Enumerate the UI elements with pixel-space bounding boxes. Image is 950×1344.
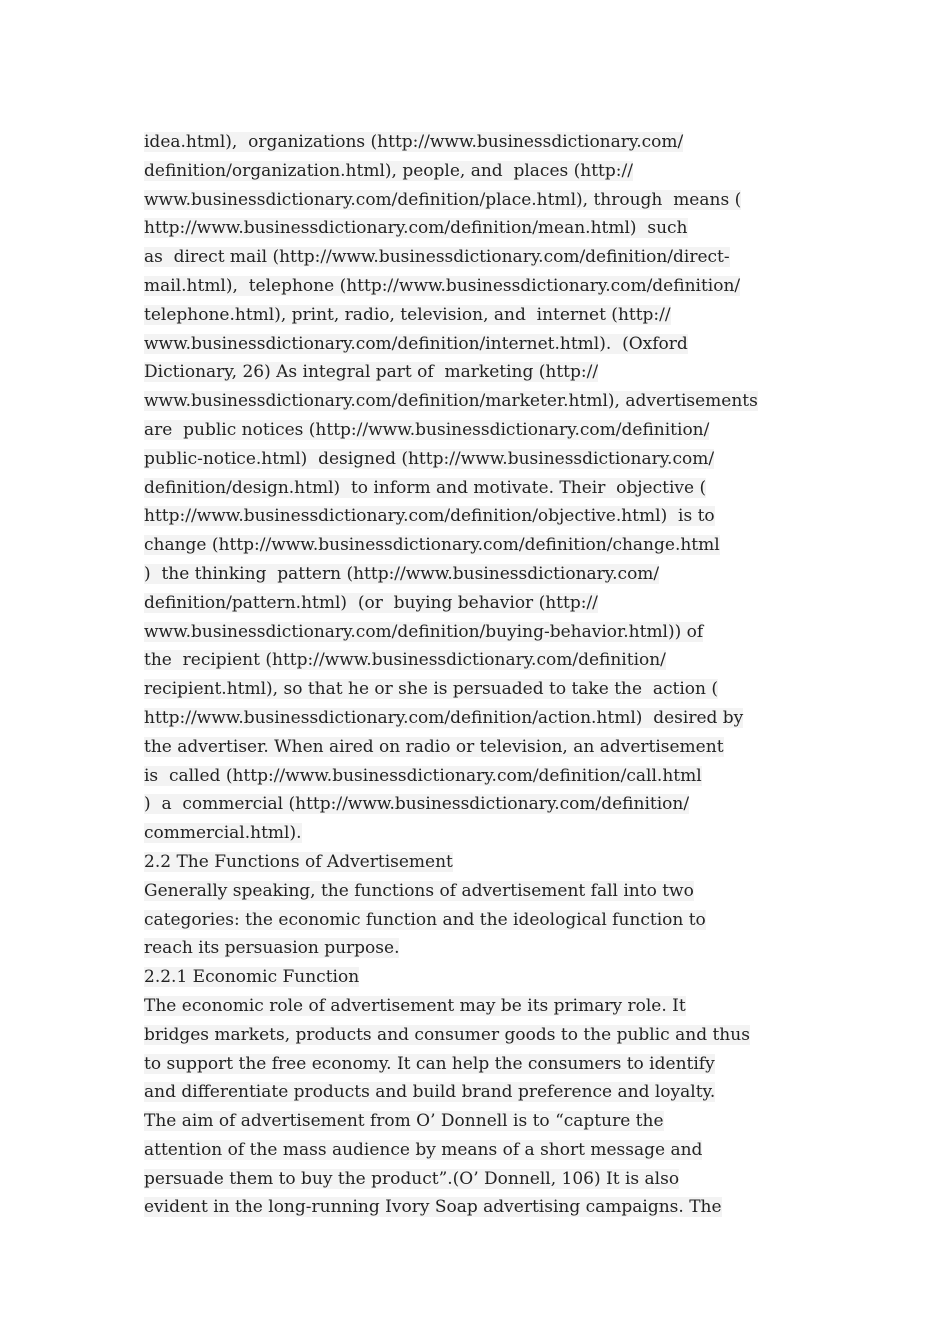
text-line: reach its persuasion purpose.: [144, 938, 400, 959]
text-line: http://www.businessdictionary.com/definition/mean.html) such: [144, 218, 688, 239]
text-line: are public notices (http://www.businessdictionary.com/definition/: [144, 419, 710, 440]
section-heading: 2.2 The Functions of Advertisement: [144, 851, 453, 872]
text-line: definition/pattern.html) (or buying behavior (http://: [144, 592, 598, 613]
text-line: definition/design.html) to inform and motivate. Their objective (: [144, 477, 707, 498]
text-line: persuade them to buy the product”.(O’ Donnell, 106) It is also: [144, 1168, 680, 1189]
text-line: categories: the economic function and the ideological function to: [144, 909, 706, 930]
text-line: recipient.html), so that he or she is persuaded to take the action (: [144, 679, 718, 700]
text-line: evident in the long-running Ivory Soap advertising campaigns. The: [144, 1197, 722, 1218]
text-line: Generally speaking, the functions of advertisement fall into two: [144, 880, 694, 901]
text-line: and differentiate products and build brand preference and loyalty.: [144, 1082, 716, 1103]
text-line: http://www.businessdictionary.com/definition/action.html) desired by: [144, 707, 744, 728]
text-line: the recipient (http://www.businessdictionary.com/definition/: [144, 650, 666, 671]
text-line: the advertiser. When aired on radio or television, an advertisement: [144, 736, 724, 757]
text-line: The economic role of advertisement may be its primary role. It: [144, 995, 686, 1016]
text-line: mail.html), telephone (http://www.businessdictionary.com/definition/: [144, 275, 741, 296]
text-line: public-notice.html) designed (http://www.businessdictionary.com/: [144, 448, 715, 469]
text-line: bridges markets, products and consumer goods to the public and thus: [144, 1024, 750, 1045]
text-line: ) a commercial (http://www.businessdictionary.com/definition/: [144, 794, 690, 815]
text-line: attention of the mass audience by means of a short message and: [144, 1139, 703, 1160]
text-line: to support the free economy. It can help the consumers to identify: [144, 1053, 715, 1074]
text-line: Dictionary, 26) As integral part of marketing (http://: [144, 362, 599, 383]
text-line: www.businessdictionary.com/definition/buying-behavior.html)) of: [144, 621, 704, 642]
text-line: www.businessdictionary.com/definition/place.html), through means (: [144, 189, 742, 210]
text-line: change (http://www.businessdictionary.com/definition/change.html: [144, 535, 720, 556]
body-text: [144, 128, 824, 1222]
text-line: The aim of advertisement from O’ Donnell is to “capture the: [144, 1111, 664, 1132]
text-line: commercial.html).: [144, 823, 302, 844]
text-line: definition/organization.html), people, and places (http://: [144, 160, 633, 181]
text-line: telephone.html), print, radio, television, and internet (http://: [144, 304, 671, 325]
text-line: www.businessdictionary.com/definition/internet.html). (Oxford: [144, 333, 688, 354]
text-line: www.businessdictionary.com/definition/marketer.html), advertisements: [144, 391, 758, 412]
text-line: idea.html), organizations (http://www.businessdictionary.com/: [144, 132, 684, 152]
subsection-heading: 2.2.1 Economic Function: [144, 967, 360, 988]
text-line: http://www.businessdictionary.com/definition/objective.html) is to: [144, 506, 715, 527]
text-line: ) the thinking pattern (http://www.businessdictionary.com/: [144, 563, 660, 584]
text-line: as direct mail (http://www.businessdictionary.com/definition/direct-: [144, 247, 730, 268]
text-line: is called (http://www.businessdictionary.com/definition/call.html: [144, 765, 702, 786]
